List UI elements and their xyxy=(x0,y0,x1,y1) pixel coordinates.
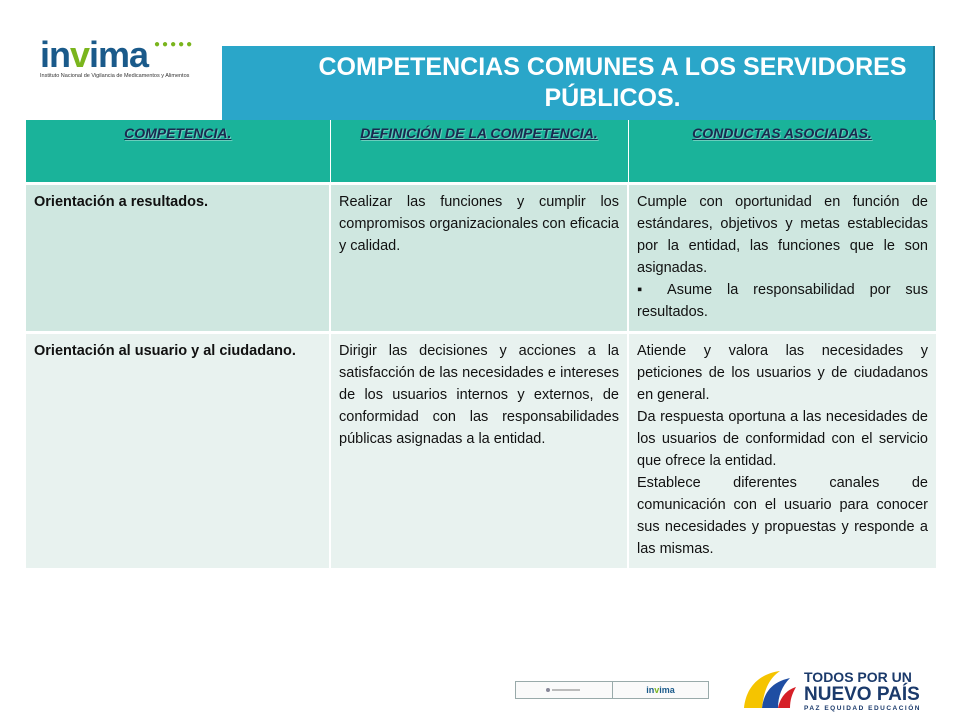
conducta-item: Da respuesta oportuna a las necesidades de los usuarios de conformidad con el servicio que ofrece la entidad. xyxy=(637,408,928,469)
table-header-row xyxy=(26,120,936,183)
logo-subtitle: Instituto Nacional de Vigilancia de Medicamentos y Alimentos xyxy=(40,73,190,79)
invima-logo xyxy=(40,34,200,88)
footer-seal xyxy=(516,682,613,698)
nuevo-pais-slogan: TODOS POR UN NUEVO PAÍS PAZ EQUIDAD EDUCACIÓN xyxy=(804,669,921,712)
table-row xyxy=(26,332,936,568)
cell-conductas xyxy=(628,183,936,332)
header-conductas: CONDUCTAS ASOCIADAS. xyxy=(628,120,936,183)
footer-logo-bar xyxy=(515,681,709,699)
header-definicion: DEFINICIÓN DE LA COMPETENCIA. xyxy=(330,120,628,183)
cell-competencia: Orientación al usuario y al ciudadano. xyxy=(26,332,330,568)
seal-icon xyxy=(544,687,584,693)
header-competencia: COMPETENCIA. xyxy=(26,120,330,183)
table-row xyxy=(26,183,936,332)
page-title: COMPETENCIAS COMUNES A LOS SERVIDORES PÚBLICOS. xyxy=(318,53,907,112)
conducta-item: Cumple con oportunidad en función de estándares, objetivos y metas establecidas por la entidad, las funciones que le son asignadas. xyxy=(637,193,928,276)
logo-dots: ●●●●● xyxy=(154,39,195,50)
colombia-flag-icon xyxy=(740,668,798,712)
cell-definicion: Dirigir las decisiones y acciones a la satisfacción de las necesidades e intereses de los usuarios internos y externos, de conformidad con las responsabilidades públicas asignadas a la entidad. xyxy=(330,332,628,568)
competencias-table xyxy=(26,120,937,568)
cell-conductas xyxy=(628,332,936,568)
cell-definicion: Realizar las funciones y cumplir los compromisos organizacionales con eficacia y calidad. xyxy=(330,183,628,332)
logo-wordmark: invima xyxy=(40,34,149,75)
cell-competencia: Orientación a resultados. xyxy=(26,183,330,332)
conducta-item: Atiende y valora las necesidades y peticiones de los usuarios y de ciudadanos en general. xyxy=(637,342,928,403)
conducta-item: Establece diferentes canales de comunicación con el usuario para conocer sus necesidades y propuestas y responde a las mismas. xyxy=(637,474,928,557)
footer-invima-logo: in v ima xyxy=(646,685,675,695)
conducta-item: ▪ Asume la responsabilidad por sus resultados. xyxy=(637,281,928,320)
